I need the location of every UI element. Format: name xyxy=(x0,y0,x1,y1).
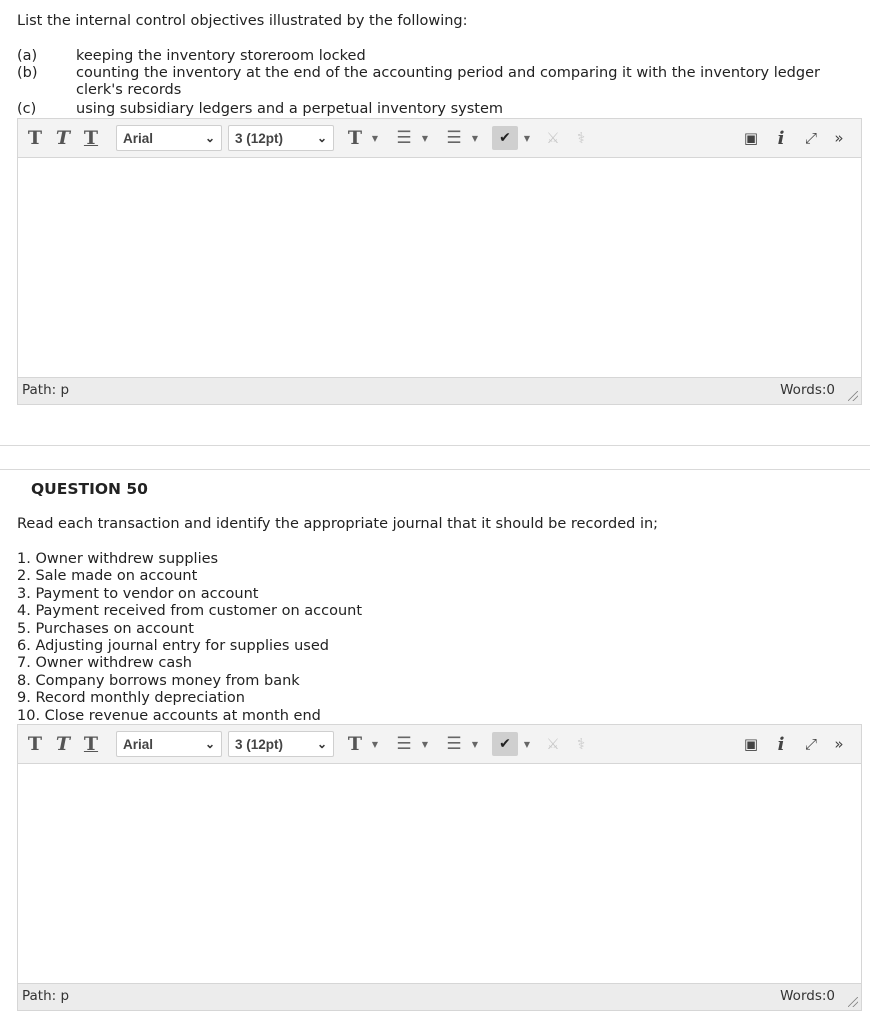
link-icon[interactable]: ⚔ xyxy=(546,735,560,753)
option-c-label: (c) xyxy=(17,101,37,117)
list-item: 1. Owner withdrew supplies xyxy=(17,551,219,567)
word-count: Words:0 xyxy=(780,382,835,398)
bold-button[interactable]: T xyxy=(27,733,43,755)
fullscreen-icon[interactable]: ⤢ xyxy=(804,129,817,147)
numbered-list-icon[interactable]: ☰ xyxy=(446,734,462,754)
preview-icon[interactable]: ▣ xyxy=(743,735,759,753)
caret-down-icon[interactable]: ▼ xyxy=(471,133,479,143)
preview-icon[interactable]: ▣ xyxy=(743,129,759,147)
spellcheck-icon[interactable]: ✔ xyxy=(492,732,518,756)
list-item: 4. Payment received from customer on account xyxy=(17,603,363,620)
underline-button[interactable]: T xyxy=(83,127,99,149)
option-a-label: (a) xyxy=(17,48,38,64)
font-size-value: 3 (12pt) xyxy=(235,736,284,752)
caret-down-icon[interactable]: ▼ xyxy=(523,739,531,749)
caret-down-icon[interactable]: ▼ xyxy=(371,133,379,143)
font-family-value: Arial xyxy=(123,736,154,752)
font-family-select[interactable] xyxy=(116,125,222,151)
text-color-button[interactable]: T xyxy=(347,733,363,755)
editor-status-bar xyxy=(18,377,861,404)
section-divider xyxy=(0,445,870,446)
list-item: 9. Record monthly depreciation xyxy=(17,690,245,707)
editor-text-area[interactable] xyxy=(18,764,861,983)
list-item: 7. Owner withdrew cash xyxy=(17,655,192,672)
path-label: Path: p xyxy=(22,382,70,398)
info-icon[interactable]: i xyxy=(777,127,785,149)
chevron-down-icon: ⌄ xyxy=(204,737,215,751)
italic-button[interactable]: T xyxy=(55,733,71,755)
link-icon[interactable]: ⚔ xyxy=(546,129,560,147)
bold-button[interactable]: T xyxy=(27,127,43,149)
answer-editor-50 xyxy=(17,724,862,1011)
font-family-value: Arial xyxy=(123,130,154,146)
editor-status-bar xyxy=(18,983,861,1010)
font-family-select[interactable] xyxy=(116,731,222,757)
underline-button[interactable]: T xyxy=(83,733,99,755)
info-icon[interactable]: i xyxy=(777,733,785,755)
option-b-label: (b) xyxy=(17,65,38,81)
option-c-text: using subsidiary ledgers and a perpetual inventory system xyxy=(76,101,504,117)
italic-button[interactable]: T xyxy=(55,127,71,149)
more-options-icon[interactable]: » xyxy=(834,129,844,147)
unlink-icon[interactable]: ⚕ xyxy=(576,735,586,753)
chevron-down-icon: ⌄ xyxy=(316,131,327,145)
caret-down-icon[interactable]: ▼ xyxy=(471,739,479,749)
editor-text-area[interactable] xyxy=(18,158,861,377)
resize-handle[interactable] xyxy=(848,391,858,401)
caret-down-icon[interactable]: ▼ xyxy=(371,739,379,749)
word-count: Words:0 xyxy=(780,988,835,1004)
fullscreen-icon[interactable]: ⤢ xyxy=(804,735,817,753)
chevron-down-icon: ⌄ xyxy=(204,131,215,145)
editor-toolbar xyxy=(18,119,861,158)
transaction-list xyxy=(17,551,362,725)
list-item: 5. Purchases on account xyxy=(17,620,194,637)
spellcheck-icon[interactable]: ✔ xyxy=(492,126,518,150)
path-label: Path: p xyxy=(22,988,70,1004)
list-item: 10. Close revenue accounts at month end xyxy=(17,707,321,724)
list-item: 3. Payment to vendor on account xyxy=(17,585,259,602)
option-b-text: counting the inventory at the end of the accounting period and comparing it with the inventory ledger clerk's records xyxy=(76,65,820,98)
question-49-prompt: List the internal control objectives illustrated by the following: xyxy=(17,13,468,29)
question-50-prompt: Read each transaction and identify the appropriate journal that it should be recorded in; xyxy=(17,516,659,532)
caret-down-icon[interactable]: ▼ xyxy=(421,133,429,143)
section-divider xyxy=(0,469,870,470)
more-options-icon[interactable]: » xyxy=(834,735,844,753)
numbered-list-icon[interactable]: ☰ xyxy=(446,128,462,148)
option-a-text: keeping the inventory storeroom locked xyxy=(76,48,366,64)
caret-down-icon[interactable]: ▼ xyxy=(523,133,531,143)
answer-editor-49 xyxy=(17,118,862,405)
font-size-select[interactable] xyxy=(228,731,334,757)
list-item: 8. Company borrows money from bank xyxy=(17,672,300,689)
editor-toolbar xyxy=(18,725,861,764)
list-item: 2. Sale made on account xyxy=(17,568,198,585)
font-size-value: 3 (12pt) xyxy=(235,130,284,146)
list-item: 6. Adjusting journal entry for supplies used xyxy=(17,638,329,655)
bullet-list-icon[interactable]: ☰ xyxy=(396,734,412,754)
chevron-down-icon: ⌄ xyxy=(316,737,327,751)
question-50-title: QUESTION 50 xyxy=(31,480,148,498)
caret-down-icon[interactable]: ▼ xyxy=(421,739,429,749)
font-size-select[interactable] xyxy=(228,125,334,151)
unlink-icon[interactable]: ⚕ xyxy=(576,129,586,147)
resize-handle[interactable] xyxy=(848,997,858,1007)
bullet-list-icon[interactable]: ☰ xyxy=(396,128,412,148)
text-color-button[interactable]: T xyxy=(347,127,363,149)
